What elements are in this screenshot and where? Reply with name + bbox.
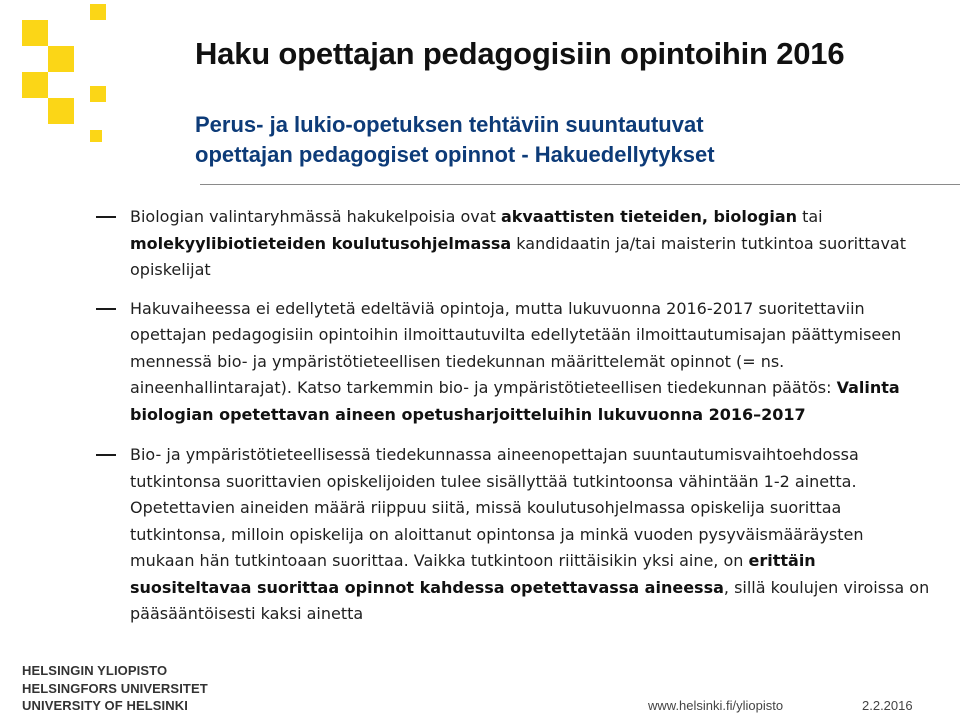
requirements-list xyxy=(130,204,930,628)
text-segment: kandidaatin ja/tai maisterin tutkintoa suorittavat opiskelijat xyxy=(130,233,906,279)
subtitle-line-1: Perus- ja lukio-opetuksen tehtäviin suuntautuvat xyxy=(195,112,704,137)
subtitle-line-2: opettajan pedagogiset opinnot - Hakuedellytykset xyxy=(195,142,715,167)
wordmark-line-sv: HELSINGFORS UNIVERSITET xyxy=(22,680,208,696)
page-title: Haku opettajan pedagogisiin opintoihin 2016 xyxy=(195,36,845,71)
footer-date: 2.2.2016 xyxy=(862,698,913,713)
list-item xyxy=(130,296,930,429)
page-subtitle xyxy=(195,110,715,170)
footer-url: www.helsinki.fi/yliopisto xyxy=(648,698,784,713)
text-segment: Biologian valintaryhmässä hakukelpoisia ovat xyxy=(130,207,501,226)
title-divider xyxy=(200,184,960,185)
text-segment: Bio- ja ympäristötieteellisessä tiedekunnassa aineenopettajan suuntautumisvaihtoehdossa tutkintonsa suorittavien opiskelijoiden tulee sisällyttää tutkintoonsa vähintään 1-2 ainetta. Opetettavien aineiden määrä riippuu siitä, missä koulutusohjelmassa opiskelija suorittaa tutkintonsa, milloin opiskelija on aloittanut opintonsa ja minkä vuoden pysyväismääräysten mukaan hän tutkintoaan suorittaa. Vaikka tutkintoon riittäisikin yksi aine, on xyxy=(130,445,864,570)
wordmark-line-fi: HELSINGIN YLIOPISTO xyxy=(22,663,168,678)
university-wordmark xyxy=(22,662,208,715)
wordmark-line-en: UNIVERSITY OF HELSINKI xyxy=(22,698,188,713)
list-item xyxy=(130,204,930,284)
text-segment: Hakuvaiheessa ei edellytetä edeltäviä opintoja, mutta lukuvuonna 2016-2017 suoritettaviin opettajan pedagogisiin opintoihin ilmoittautuvilta edellytetään ilmoittautumisajan päättymiseen mennessä bio- ja ympäristötieteellisen tiedekunnan määrittelemät opinnot (= ns. aineenhallintarajat). Katso tarkemmin bio- ja ympäristötieteellisen tiedekunnan päätös: xyxy=(130,298,902,397)
text-segment-bold: akvaattisten tieteiden, biologian xyxy=(500,207,798,226)
text-segment: tai xyxy=(797,207,823,226)
text-segment: , sillä koulujen viroissa on pääsääntöisesti kaksi ainetta xyxy=(130,577,930,623)
text-segment-bold: erittäin suositeltavaa suorittaa opinnot kahdessa opetettavassa aineessa xyxy=(130,551,816,597)
list-item xyxy=(130,442,930,628)
text-segment-bold: Valinta biologian opetettavan aineen opetusharjoitteluihin lukuvuonna 2016–2017 xyxy=(130,378,900,424)
university-logo-squares xyxy=(0,0,130,150)
text-segment-bold: molekyylibiotieteiden koulutusohjelmassa xyxy=(130,233,512,253)
